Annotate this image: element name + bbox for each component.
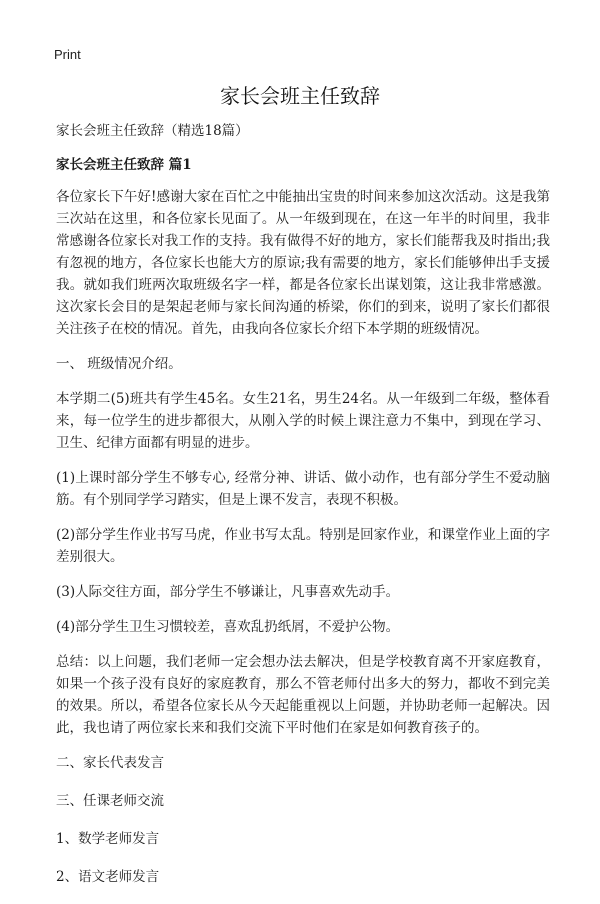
list-item-chinese-teacher: 2、语文老师发言	[56, 869, 160, 885]
page-title: 家长会班主任致辞	[220, 84, 380, 108]
paragraph-summary: 总结：以上问题，我们老师一定会想办法去解决，但是学校教育离不开家庭教育，如果一个孩子没有良好的家庭教育，那么不管老师付出多大的努力，都收不到完美的效果。所以，希望各位家长从今天起能重视以上问题，并协助老师一起解决。因此，我也请了两位家长来和我们交流下平时他们在家是如何教育孩子的。	[56, 654, 550, 736]
document-subtitle: 家长会班主任致辞（精选18篇）	[56, 123, 249, 139]
paragraph-class-intro-heading: 一、 班级情况介绍。	[56, 356, 182, 372]
print-link[interactable]: Print	[54, 47, 81, 62]
paragraph-issue-4: (4)部分学生卫生习惯较差，喜欢乱扔纸屑，不爱护公物。	[56, 619, 400, 635]
paragraph-issue-3: (3)人际交往方面，部分学生不够谦让，凡事喜欢先动手。	[56, 584, 400, 600]
list-item-teacher-exchange: 三、任课老师交流	[56, 793, 164, 809]
list-item-math-teacher: 1、数学老师发言	[56, 831, 160, 847]
section-heading: 家长会班主任致辞 篇1	[56, 157, 192, 173]
paragraph-issue-1: (1)上课时部分学生不够专心, 经常分神、讲话、做小动作，也有部分学生不爱动脑筋。有个别同学学习踏实，但是上课不发言，表现不积极。	[56, 470, 550, 508]
paragraph-class-stats: 本学期二(5)班共有学生45名。女生21名，男生24名。从一年级到二年级，整体看来，每一位学生的进步都很大，从刚入学的时候上课注意力不集中，到现在学习、卫生、纪律方面都有明显的进步。	[56, 391, 550, 451]
list-item-parent-speech: 二、家长代表发言	[56, 755, 164, 771]
paragraph-issue-2: (2)部分学生作业书写马虎，作业书写太乱。特别是回家作业，和课堂作业上面的字差别很大。	[56, 527, 550, 565]
document-body	[56, 120, 550, 904]
paragraph-intro: 各位家长下午好!感谢大家在百忙之中能抽出宝贵的时间来参加这次活动。这是我第三次站在这里，和各位家长见面了。从一年级到现在，在这一年半的时间里，我非常感谢各位家长对我工作的支持。我有做得不好的地方，家长们能帮我及时指出;我有忽视的地方，各位家长也能大方的原谅;我有需要的地方，家长们能够伸出手支援我。就如我们班两次取班级名字一样，都是各位家长出谋划策，这让我非常感激。这次家长会目的是架起老师与家长间沟通的桥梁，你们的到来，说明了家长们都很关注孩子在校的情况。首先，由我向各位家长介绍下本学期的班级情况。	[56, 189, 550, 337]
